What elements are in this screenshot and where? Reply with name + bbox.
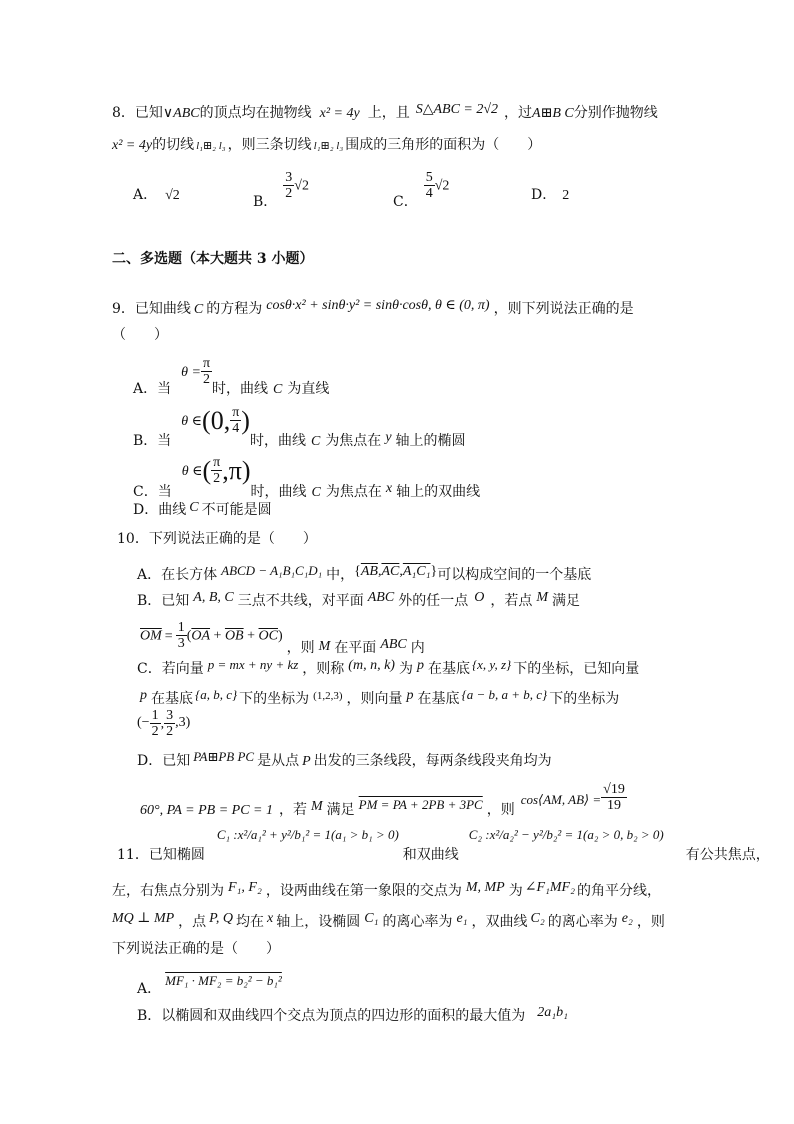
option-text: 满足	[326, 801, 355, 818]
option-text: 不可能是圆	[201, 502, 272, 518]
option-text: 为直线	[287, 380, 330, 397]
q8-text: 上，且	[367, 105, 410, 121]
q11-text: 均在	[236, 914, 265, 930]
axis-x: x	[385, 480, 393, 496]
q10-option-d-l2	[140, 782, 627, 821]
cuboid: ABCD − A₁B₁C₁D₁	[221, 563, 323, 578]
frac-num: 3	[285, 170, 293, 185]
neg-half	[150, 708, 161, 739]
q11-text: 和双曲线	[402, 847, 459, 863]
q8-b-fraction	[283, 170, 294, 201]
vector: $\overline{AC}$	[381, 564, 400, 579]
point-m: M, MP	[465, 880, 505, 895]
hyperbola-equation: x²/a₂² − y²/b₂² = 1(a₂ > 0, b₂ > 0)	[489, 827, 664, 842]
axis-y: y	[385, 429, 392, 445]
coordinates: (m, n, k)	[348, 658, 395, 673]
option-text: 为	[398, 661, 413, 677]
q11-text: 轴上，设椭圆	[276, 914, 361, 930]
option-label: A．在长方体	[137, 567, 218, 583]
axis-x: x	[267, 911, 274, 926]
option-label: A．	[133, 187, 158, 203]
option-text: 下的坐标，已知向量	[513, 661, 640, 677]
vector-p: p	[416, 658, 424, 673]
theta: θ =	[181, 364, 201, 380]
basis: {x, y, z}	[471, 657, 512, 672]
plane: ABC	[367, 590, 395, 605]
frac-den: 19	[606, 798, 621, 813]
option-text: 在基底	[151, 691, 193, 707]
curve-c: C	[310, 433, 321, 449]
q9-option-a	[133, 356, 330, 397]
frac-num: π	[202, 356, 211, 371]
paren: ,3)	[175, 714, 191, 730]
q9-number: 9．	[112, 301, 135, 317]
option-text: 时，曲线	[212, 380, 269, 397]
section-heading: 二、多选题（本大题共 3 小题）	[112, 251, 314, 267]
option-label: C．当	[133, 483, 172, 500]
frac-den: 2	[285, 186, 293, 201]
basis: {a, b, c}	[195, 687, 238, 702]
frac-num: √19	[603, 782, 625, 797]
ellipse-name: C₁ :	[216, 827, 238, 842]
option-text: 内	[410, 639, 425, 656]
option-text: 在基底	[427, 661, 470, 677]
q8-option-b	[253, 170, 309, 210]
option-label: D．曲线	[133, 502, 187, 518]
ellipse-equation: x²/a₁² + y²/b₁² = 1(a₁ > b₁ > 0)	[237, 827, 399, 842]
option-text: 三点不共线，对平面	[237, 593, 364, 609]
q9-option-d	[133, 501, 272, 520]
segments: PA⊞PB PC	[193, 749, 255, 764]
q11-text: 的离心率为	[547, 914, 618, 930]
option-text: 满足	[552, 593, 580, 609]
option-label: D．已知	[137, 753, 191, 769]
q8-tangent-lines: l₁⊞₂ l₃	[196, 140, 226, 152]
option-text: 时，曲线	[250, 483, 307, 500]
option-text: ，则向量	[346, 691, 403, 707]
set-brace: }	[430, 564, 438, 579]
option-label: A．	[137, 981, 162, 997]
q11-text: 有公共焦点，	[685, 847, 770, 863]
hyperbola-name: C₂ :	[468, 827, 490, 842]
frac-den: 2	[202, 372, 210, 387]
vector-equation: p = mx + ny + kz	[207, 657, 299, 672]
option-text: 出发的三条线段，每两条线段夹角均为	[313, 753, 552, 769]
q8-text: ，则三条切线	[227, 137, 312, 153]
perpendicular: MQ ⊥ MP	[112, 911, 175, 926]
angle: ∠F₁MF₂	[524, 880, 575, 895]
q11-line2	[112, 882, 661, 901]
three-halves	[164, 708, 175, 739]
frac-num: 1	[177, 620, 185, 635]
q11-text: ，双曲线	[471, 914, 528, 930]
vector: $\overline{OM}$	[140, 628, 162, 644]
q8-parabola: x² = 4y	[112, 138, 153, 153]
frac-num: 1	[151, 708, 159, 723]
vector: A₁C₁	[402, 564, 431, 579]
q10-text: 下列说法正确的是（ ）	[148, 531, 317, 547]
curve-c: C	[311, 484, 321, 500]
frac-num: 3	[166, 708, 174, 723]
point-o: O	[474, 590, 485, 605]
q11-number: 11．	[117, 847, 149, 863]
option-text: 可以构成空间的一个基底	[437, 567, 592, 583]
frac-den: 4	[232, 421, 240, 436]
q8-line2	[112, 136, 541, 155]
interval-left: (	[202, 455, 212, 485]
option-text: 时，曲线	[249, 432, 306, 449]
q9-option-c	[133, 455, 481, 500]
option-text: 是从点	[257, 753, 300, 769]
q11-line1	[117, 826, 770, 863]
q11-option-a	[137, 972, 282, 997]
q11-text: 的离心率为	[382, 914, 453, 930]
theta: θ ∈	[181, 463, 203, 479]
basis: {a − b, a + b, c}	[461, 687, 548, 702]
max-area: 2a₁b₁	[537, 1005, 569, 1020]
q8-text: 的切线	[152, 137, 195, 153]
points: A, B, C	[193, 590, 234, 605]
coordinates: (1,2,3)	[313, 690, 343, 702]
option-text: 下的坐标为	[239, 691, 310, 707]
q11-option-b	[137, 1007, 568, 1026]
option-text: 轴上的椭圆	[395, 432, 466, 449]
pi-over-2	[201, 356, 212, 387]
option-text: ，则称	[302, 661, 345, 677]
q10-line1	[117, 530, 317, 548]
q8-points: A⊞B C	[532, 106, 574, 121]
option-text: 在基底	[417, 691, 460, 707]
q8-triangle: ∨ABC	[162, 106, 200, 121]
q8-number: 8．	[112, 105, 135, 121]
frac-den: 4	[425, 186, 433, 201]
frac-den: 2	[151, 724, 159, 739]
option-text: ，若点	[490, 593, 533, 609]
option-text: 中，	[326, 567, 355, 583]
eccentricity: e₁	[456, 911, 468, 926]
theta: θ ∈	[181, 413, 203, 429]
option-label: C．	[393, 193, 418, 210]
option-label: B．已知	[137, 593, 190, 609]
option-text: 在平面	[334, 639, 377, 656]
option-text: 下的坐标为	[549, 691, 620, 707]
option-text: 为焦点在	[325, 432, 382, 449]
q8-text: 的顶点均在抛物线	[199, 105, 312, 121]
ellipse-name: C₁	[364, 911, 379, 926]
q9-paren: （ ）	[112, 327, 168, 343]
option-value: √2	[434, 178, 450, 194]
q9-curve: C	[193, 302, 204, 317]
pi-over-4	[230, 405, 241, 436]
interval-right: )	[241, 405, 250, 435]
frac-den: 3	[177, 636, 185, 651]
q11-text: 已知椭圆	[148, 847, 205, 863]
curve-c: C	[273, 381, 283, 397]
set-brace: {	[354, 564, 361, 579]
point-m: M	[318, 638, 331, 654]
q10-option-b	[137, 592, 580, 611]
hyperbola-name: C₂	[530, 911, 545, 926]
option-label: B．	[253, 193, 278, 210]
point-p: P	[302, 754, 311, 769]
q10-option-b-eq: $\overline{OM}$ = $\frac{1}{3}$ $(\overline{OA} + \overline{OB} + \overline{OC})$，则 M 在平面 ABC 内	[140, 620, 425, 656]
q9-text: 的方程为	[206, 301, 263, 317]
q10-option-a: A．在长方体 ABCD − A₁B₁C₁D₁ 中，$\{\overline{AB},\overline{AC},A_1C_1\}$可以构成空间的一个基底	[137, 563, 592, 583]
interval-right: ,π)	[222, 455, 251, 485]
option-label: C．若向量	[137, 661, 204, 677]
q9-line1	[112, 300, 634, 319]
option-label: B．当	[133, 432, 172, 449]
q11-text: 为	[508, 883, 523, 899]
option-text: ，则	[286, 639, 315, 656]
paren: (−	[137, 714, 150, 730]
frac-den: 2	[166, 724, 174, 739]
q11-text: 左，右焦点分别为	[112, 883, 224, 899]
q8-text: 已知	[134, 105, 163, 121]
q8-option-d	[531, 186, 569, 205]
option-text: ，则	[486, 801, 515, 818]
q9-text: 已知曲线	[134, 301, 191, 317]
point-m: M	[536, 590, 548, 605]
points: P, Q	[209, 911, 234, 926]
point-m: M	[310, 798, 323, 814]
q8-option-c	[393, 170, 450, 210]
q10-option-c-l2	[140, 687, 620, 709]
option-value: 2	[562, 188, 570, 203]
foci: F₁, F₂	[228, 880, 262, 895]
q10-number: 10．	[117, 531, 149, 547]
q8-option-a	[133, 186, 180, 205]
frac-num: π	[213, 455, 221, 470]
cosine: cos⟨AM, AB⟩ =	[520, 791, 602, 807]
q8-parabola: x² = 4y	[319, 106, 360, 121]
q10-option-d-l1	[137, 749, 552, 771]
sqrt19-over-19	[601, 782, 627, 813]
plane: ABC	[380, 636, 407, 652]
dot-product: MF₁ · MF₂ = b₂² − b₁²	[165, 973, 282, 988]
one-third	[176, 620, 187, 651]
q11-text: ，则	[636, 914, 665, 930]
option-text: ，若	[278, 801, 307, 818]
option-value: √2	[165, 188, 180, 203]
vector-p: p	[140, 688, 147, 703]
q11-text: ，设两曲线在第一象限的交点为	[265, 883, 462, 899]
q11-text: ，点	[178, 914, 207, 930]
option-text: 轴上的双曲线	[396, 483, 481, 500]
option-label: A．当	[133, 380, 172, 397]
q10-option-c-answer: (− $\frac{1}{2}$ , $\frac{3}{2}$ ,3)	[137, 708, 191, 739]
q9-option-b	[133, 405, 466, 449]
q11-line4: 下列说法正确的是（ ）	[112, 941, 280, 957]
vector: $\overline{AB}$	[360, 564, 378, 579]
q8-line1	[112, 104, 658, 123]
frac-den: 2	[213, 471, 221, 486]
vector: $\overline{OC}$	[258, 628, 278, 644]
option-text: 为焦点在	[325, 483, 382, 500]
q8-text: 分别作抛物线	[573, 105, 658, 121]
option-label: D．	[531, 187, 557, 203]
frac-num: 5	[425, 170, 433, 185]
option-value: √2	[294, 178, 309, 194]
q10-option-c-l1	[137, 657, 640, 679]
vector-equation: PM = PA + 2PB + 3PC	[358, 796, 483, 812]
eccentricity: e₂	[621, 911, 633, 926]
condition: 60°, PA = PB = PC = 1	[140, 802, 273, 818]
q9-text: ，则下列说法正确的是	[493, 301, 634, 317]
q8-c-fraction	[424, 170, 435, 201]
q11-text: 的角平分线，	[576, 883, 661, 899]
q8-text: 围成的三角形的面积为（ ）	[345, 137, 542, 153]
q9-equation: cosθ·x² + sinθ·y² = sinθ·cosθ, θ ∈ (0, π)	[266, 298, 490, 313]
vector: $\overline{OA}$	[191, 628, 211, 644]
frac-num: π	[232, 405, 240, 420]
pi-over-2	[211, 455, 222, 486]
q8-area: S△ABC = 2√2	[415, 102, 499, 117]
vector: $\overline{OB}$	[224, 628, 244, 644]
q8-text: ，过	[504, 105, 533, 121]
equals: =	[164, 628, 173, 644]
q11-line3	[112, 913, 665, 932]
option-text: 外的任一点	[398, 593, 469, 609]
q8-tangent-lines: l₁⊞₂ l₃	[313, 140, 344, 152]
option-label: B．以椭圆和双曲线四个交点为顶点的四边形的面积的最大值为	[137, 1008, 526, 1024]
curve-c: C	[189, 500, 199, 515]
vector-p: p	[406, 688, 414, 703]
interval-left: (0,	[202, 405, 231, 435]
